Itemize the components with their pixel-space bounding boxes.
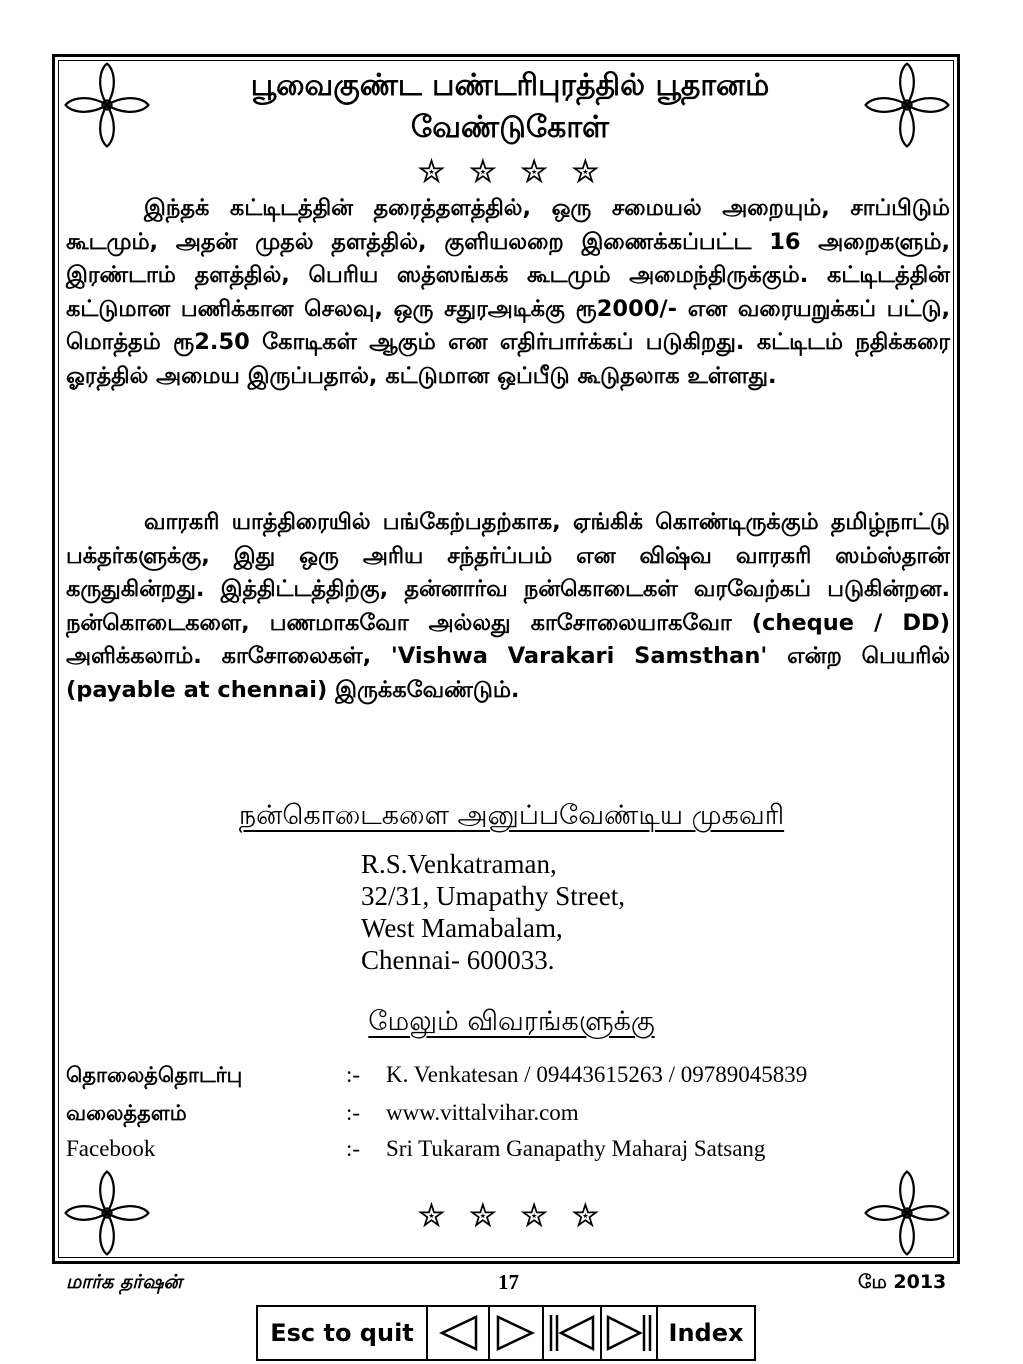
address-line: West Mamabalam,: [361, 913, 563, 943]
star-divider-top: ✮ ✮ ✮ ✮: [417, 152, 606, 192]
next-page-button[interactable]: [488, 1305, 544, 1361]
index-button[interactable]: Index: [656, 1305, 756, 1361]
esc-to-quit-button[interactable]: Esc to quit: [256, 1305, 428, 1361]
first-page-button[interactable]: [542, 1305, 602, 1361]
footer-magazine-name: மார்க தர்ஷன்: [66, 1271, 182, 1293]
first-page-icon: [547, 1313, 597, 1353]
triangle-right-icon: [494, 1313, 538, 1353]
footer-page-number: 17: [498, 1270, 519, 1294]
star-divider-bottom: ✮ ✮ ✮ ✮: [417, 1196, 606, 1236]
footer-date: மே 2013: [858, 1271, 947, 1293]
address-line: 32/31, Umapathy Street,: [361, 881, 625, 911]
navigation-bar: [258, 1305, 756, 1361]
address-line: R.S.Venkatraman,: [361, 849, 557, 879]
contact-facebook-row: [66, 1132, 950, 1166]
flower-ornament-icon: [862, 60, 952, 150]
paragraph-donation-appeal: வாரகரி யாத்திரையில் பங்கேற்பதற்காக, ஏங்கிக் கொண்டிருக்கும் தமிழ்நாட்டு பக்தர்களுக்கு, இது ஒரு அரிய சந்தர்ப்பம் என விஷ்வ வாரகரி ஸம்ஸ்தான் கருதுகின்றது. இத்திட்டத்திற்கு, தன்னார்வ நன்கொடைகள் வரவேற்கப் படுகின்றன. நன்கொடைகளை, பணமாகவோ அல்லது காசோலையாகவோ (cheque / DD) அளிக்கலாம். காசோலைகள், 'Vishwa Varakari Samsthan' என்ற பெயரில் (payable at chennai) இருக்கவேண்டும்.: [66, 509, 950, 703]
last-page-button[interactable]: [600, 1305, 658, 1361]
contact-separator: :-: [346, 1100, 361, 1125]
paragraph-building-plan: இந்தக் கட்டிடத்தின் தரைத்தளத்தில், ஒரு சமையல் அறையும், சாப்பிடும் கூடமும், அதன் முதல் தளத்தில், குளியலறை இணைக்கப்பட்ட 16 அறைகளும், இரண்டாம் தளத்தில், பெரிய ஸத்ஸங்கக் கூடமும் அமைந்திருக்கும். கட்டிடத்தின் கட்டுமான பணிக்கான செலவு, ஒரு சதுரஅடிக்கு ரூ2000/- என வரையறுக்கப் பட்டு, மொத்தம் ரூ2.50 கோடிகள் ஆகும் என எதிர்பார்க்கப் படுகிறது. கட்டிடம் நதிக்கரை ஓரத்தில் அமைய இருப்பதால், கட்டுமான ஒப்பீடு கூடுதலாக உள்ளது.: [66, 195, 950, 389]
address-block: [361, 848, 625, 976]
contact-label: தொலைத்தொடர்பு: [66, 1063, 243, 1087]
contact-separator: :-: [346, 1062, 361, 1087]
website-link[interactable]: www.vittalvihar.com: [386, 1100, 579, 1125]
triangle-left-icon: [436, 1313, 480, 1353]
address-line: Chennai- 600033.: [361, 945, 555, 975]
contact-label: Facebook: [66, 1136, 156, 1161]
page-title-line2: வேண்டுகோள்: [410, 110, 610, 145]
details-heading: மேலும் விவரங்களுக்கு: [368, 1006, 655, 1037]
flower-ornament-icon: [62, 60, 152, 150]
contact-phone-row: [66, 1058, 950, 1092]
address-heading: நன்கொடைகளை அனுப்பவேண்டிய முகவரி: [238, 800, 785, 831]
page-title-line1: பூவைகுண்ட பண்டரிபுரத்தில் பூதானம்: [250, 68, 770, 103]
contact-value: K. Venkatesan / 09443615263 / 09789045839: [386, 1062, 808, 1087]
contact-label: வலைத்தளம்: [66, 1101, 187, 1125]
contact-separator: :-: [346, 1136, 361, 1161]
last-page-icon: [604, 1313, 654, 1353]
prev-page-button[interactable]: [426, 1305, 490, 1361]
contact-website-row: [66, 1096, 950, 1130]
contact-value: Sri Tukaram Ganapathy Maharaj Satsang: [386, 1136, 766, 1161]
